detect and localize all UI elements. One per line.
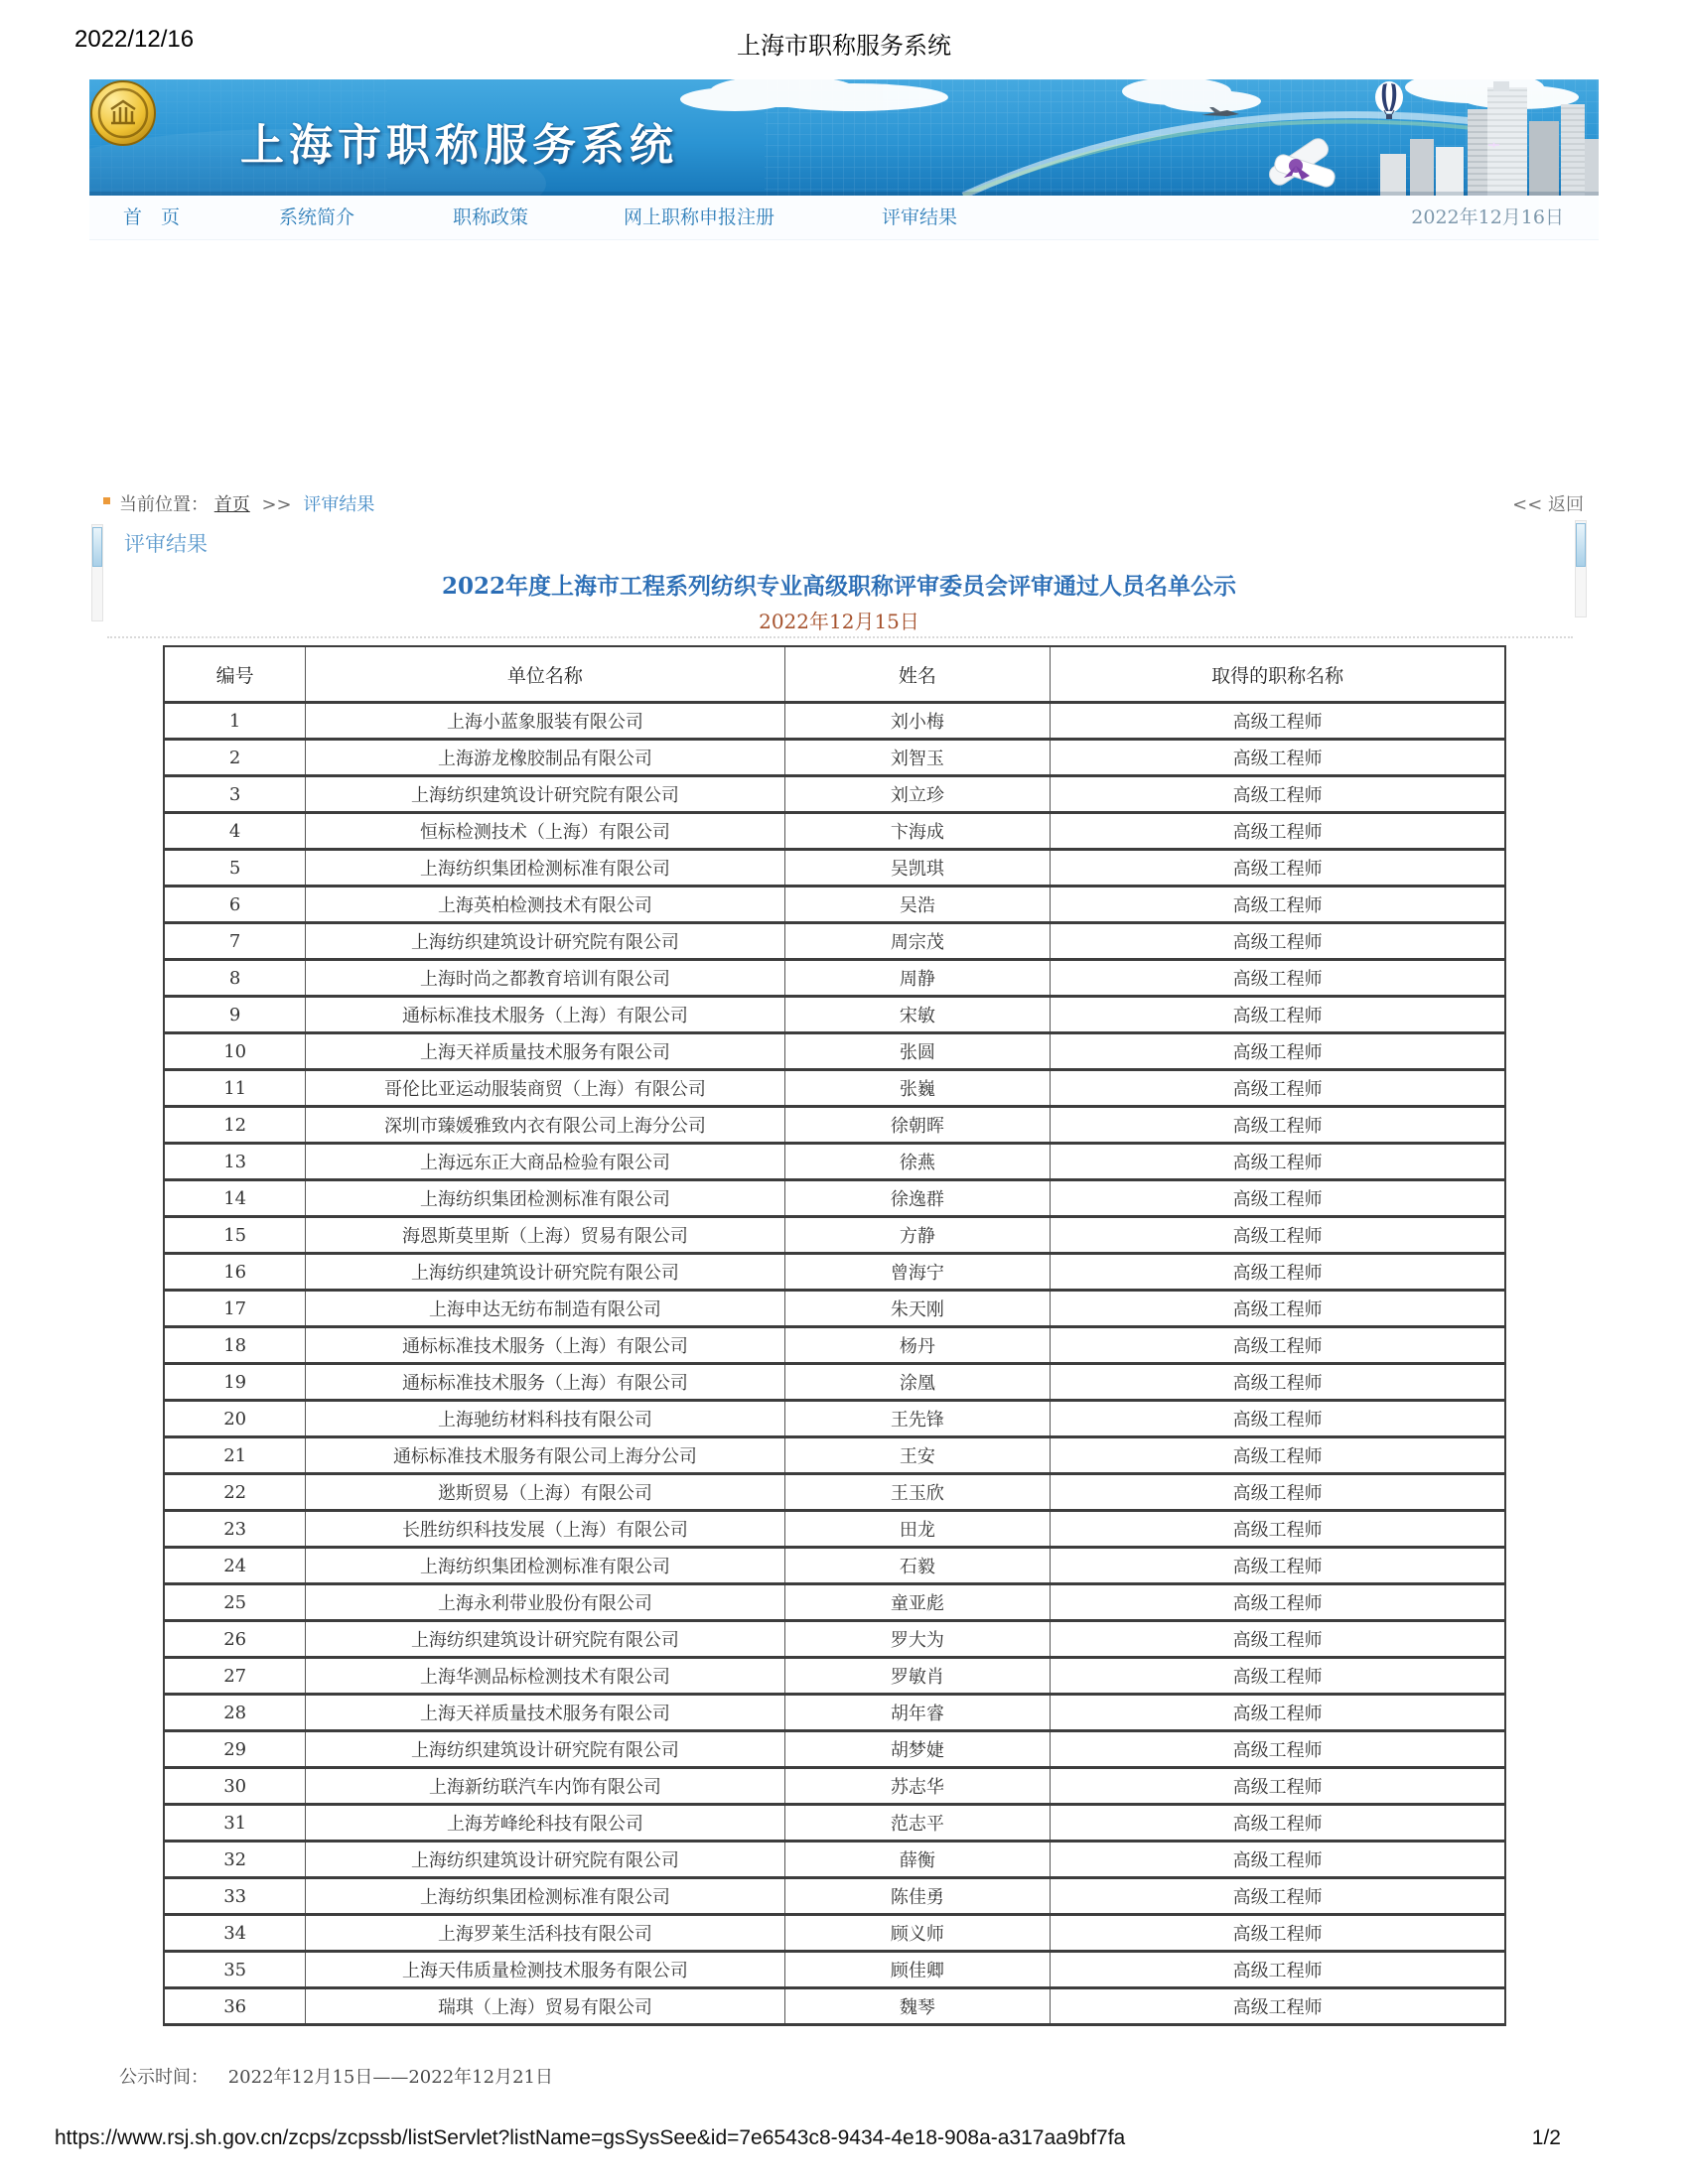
table-cell: 高级工程师 xyxy=(1051,1033,1505,1070)
table-cell: 高级工程师 xyxy=(1051,1291,1505,1327)
col-header-title: 取得的职称名称 xyxy=(1051,646,1505,703)
table-cell: 薛衡 xyxy=(784,1842,1051,1878)
table-cell: 11 xyxy=(164,1070,306,1107)
table-cell: 上海远东正大商品检验有限公司 xyxy=(306,1144,784,1180)
dotted-divider xyxy=(107,636,1573,638)
table-row xyxy=(164,776,1505,813)
table-cell: 26 xyxy=(164,1621,306,1658)
table-cell: 通标标准技术服务（上海）有限公司 xyxy=(306,1327,784,1364)
table-row xyxy=(164,1144,1505,1180)
table-cell: 朱天刚 xyxy=(784,1291,1051,1327)
table-cell: 上海天祥质量技术服务有限公司 xyxy=(306,1033,784,1070)
table-cell: 高级工程师 xyxy=(1051,1437,1505,1474)
table-cell: 29 xyxy=(164,1731,306,1768)
announcement-date: 2022年12月15日 xyxy=(759,610,919,633)
table-cell: 长胜纺织科技发展（上海）有限公司 xyxy=(306,1511,784,1548)
table-cell: 童亚彪 xyxy=(784,1584,1051,1621)
table-cell: 20 xyxy=(164,1401,306,1437)
table-cell: 罗大为 xyxy=(784,1621,1051,1658)
table-row xyxy=(164,1731,1505,1768)
table-cell: 张圆 xyxy=(784,1033,1051,1070)
table-cell: 上海纺织建筑设计研究院有限公司 xyxy=(306,1254,784,1291)
announcement-title: 2022年度上海市工程系列纺织专业高级职称评审委员会评审通过人员名单公示 xyxy=(441,573,1236,600)
table-cell: 刘智玉 xyxy=(784,740,1051,776)
table-row xyxy=(164,1364,1505,1401)
table-cell: 高级工程师 xyxy=(1051,776,1505,813)
table-cell: 3 xyxy=(164,776,306,813)
table-cell: 高级工程师 xyxy=(1051,1695,1505,1731)
nav-item-results[interactable]: 评审结果 xyxy=(882,206,958,228)
table-cell: 海恩斯莫里斯（上海）贸易有限公司 xyxy=(306,1217,784,1254)
table-row xyxy=(164,1878,1505,1915)
print-header-title: 上海市职称服务系统 xyxy=(737,33,951,60)
table-cell: 32 xyxy=(164,1842,306,1878)
table-row xyxy=(164,1401,1505,1437)
breadcrumb-label: 当前位置： xyxy=(119,494,209,515)
table-cell: 王玉欣 xyxy=(784,1474,1051,1511)
table-cell: 周静 xyxy=(784,960,1051,997)
table-cell: 上海华测品标检测技术有限公司 xyxy=(306,1658,784,1695)
table-row xyxy=(164,1621,1505,1658)
table-cell: 高级工程师 xyxy=(1051,740,1505,776)
table-cell: 上海纺织集团检测标准有限公司 xyxy=(306,1180,784,1217)
table-cell: 逖斯贸易（上海）有限公司 xyxy=(306,1474,784,1511)
table-cell: 27 xyxy=(164,1658,306,1695)
table-cell: 14 xyxy=(164,1180,306,1217)
site-banner xyxy=(89,79,1599,196)
table-cell: 高级工程师 xyxy=(1051,1144,1505,1180)
table-cell: 高级工程师 xyxy=(1051,1584,1505,1621)
table-cell: 上海驰纺材料科技有限公司 xyxy=(306,1401,784,1437)
table-cell: 吴凯琪 xyxy=(784,850,1051,887)
table-cell: 深圳市臻媛雅致内衣有限公司上海分公司 xyxy=(306,1107,784,1144)
table-cell: 顾佳卿 xyxy=(784,1952,1051,1988)
table-row xyxy=(164,850,1505,887)
table-cell: 魏琴 xyxy=(784,1988,1051,2025)
table-row xyxy=(164,703,1505,740)
right-scrollbar-thumb[interactable] xyxy=(1576,523,1586,567)
publicity-value: 2022年12月15日——2022年12月21日 xyxy=(227,2067,553,2088)
nav-item-apply[interactable]: 网上职称申报注册 xyxy=(624,206,775,228)
table-row xyxy=(164,1437,1505,1474)
table-row xyxy=(164,1768,1505,1805)
table-cell: 上海芳峰纶科技有限公司 xyxy=(306,1805,784,1842)
table-cell: 7 xyxy=(164,923,306,960)
table-cell: 通标标准技术服务有限公司上海分公司 xyxy=(306,1437,784,1474)
right-scrollbar[interactable] xyxy=(1575,520,1587,617)
table-cell: 上海纺织集团检测标准有限公司 xyxy=(306,1548,784,1584)
table-cell: 高级工程师 xyxy=(1051,887,1505,923)
table-cell: 曾海宁 xyxy=(784,1254,1051,1291)
table-cell: 上海天伟质量检测技术服务有限公司 xyxy=(306,1952,784,1988)
table-cell: 36 xyxy=(164,1988,306,2025)
table-row xyxy=(164,997,1505,1033)
results-table xyxy=(163,645,1506,2026)
table-row xyxy=(164,960,1505,997)
table-cell: 上海纺织集团检测标准有限公司 xyxy=(306,850,784,887)
nav-date: 2022年12月16日 xyxy=(1411,206,1564,228)
table-cell: 2 xyxy=(164,740,306,776)
table-cell: 哥伦比亚运动服装商贸（上海）有限公司 xyxy=(306,1070,784,1107)
table-cell: 16 xyxy=(164,1254,306,1291)
table-cell: 高级工程师 xyxy=(1051,1805,1505,1842)
table-cell: 6 xyxy=(164,887,306,923)
table-cell: 高级工程师 xyxy=(1051,1217,1505,1254)
table-cell: 石毅 xyxy=(784,1548,1051,1584)
banner-site-title: 上海市职称服务系统 xyxy=(240,120,678,171)
table-cell: 33 xyxy=(164,1878,306,1915)
table-cell: 吴浩 xyxy=(784,887,1051,923)
table-cell: 高级工程师 xyxy=(1051,1401,1505,1437)
table-cell: 瑞琪（上海）贸易有限公司 xyxy=(306,1988,784,2025)
table-header-row xyxy=(164,646,1505,703)
table-cell: 30 xyxy=(164,1768,306,1805)
table-cell: 高级工程师 xyxy=(1051,1988,1505,2025)
table-cell: 高级工程师 xyxy=(1051,1842,1505,1878)
table-cell: 12 xyxy=(164,1107,306,1144)
table-cell: 上海英柏检测技术有限公司 xyxy=(306,887,784,923)
table-row xyxy=(164,887,1505,923)
table-cell: 19 xyxy=(164,1364,306,1401)
table-cell: 宋敏 xyxy=(784,997,1051,1033)
panel-header: 评审结果 xyxy=(124,532,208,556)
nav xyxy=(89,196,1599,240)
table-cell: 上海罗莱生活科技有限公司 xyxy=(306,1915,784,1952)
table-row xyxy=(164,923,1505,960)
table-row xyxy=(164,1658,1505,1695)
table-cell: 张巍 xyxy=(784,1070,1051,1107)
table-cell: 高级工程师 xyxy=(1051,813,1505,850)
table-row xyxy=(164,1988,1505,2025)
table-cell: 陈佳勇 xyxy=(784,1878,1051,1915)
table-cell: 高级工程师 xyxy=(1051,1511,1505,1548)
table-row xyxy=(164,1805,1505,1842)
table-cell: 刘立珍 xyxy=(784,776,1051,813)
breadcrumb xyxy=(89,488,1599,518)
col-header-company: 单位名称 xyxy=(306,646,784,703)
table-row xyxy=(164,1217,1505,1254)
table-cell: 上海纺织集团检测标准有限公司 xyxy=(306,1878,784,1915)
nav-item-about[interactable]: 系统简介 xyxy=(279,206,355,228)
table-cell: 上海纺织建筑设计研究院有限公司 xyxy=(306,1621,784,1658)
table-row xyxy=(164,1327,1505,1364)
table-cell: 高级工程师 xyxy=(1051,1731,1505,1768)
table-row xyxy=(164,1915,1505,1952)
breadcrumb-bullet-icon xyxy=(103,497,110,504)
table-cell: 上海游龙橡胶制品有限公司 xyxy=(306,740,784,776)
table-cell: 涂凰 xyxy=(784,1364,1051,1401)
table-cell: 高级工程师 xyxy=(1051,960,1505,997)
table-cell: 10 xyxy=(164,1033,306,1070)
table-cell: 17 xyxy=(164,1291,306,1327)
table-cell: 35 xyxy=(164,1952,306,1988)
table-cell: 1 xyxy=(164,703,306,740)
nav-item-home[interactable]: 首 页 xyxy=(123,206,181,228)
print-header-date: 2022/12/16 xyxy=(74,26,195,53)
table-row xyxy=(164,1548,1505,1584)
table-cell: 上海纺织建筑设计研究院有限公司 xyxy=(306,1842,784,1878)
table-cell: 15 xyxy=(164,1217,306,1254)
table-cell: 顾义师 xyxy=(784,1915,1051,1952)
table-cell: 上海纺织建筑设计研究院有限公司 xyxy=(306,1731,784,1768)
table-cell: 上海申达无纺布制造有限公司 xyxy=(306,1291,784,1327)
print-footer-url: https://www.rsj.sh.gov.cn/zcps/zcpssb/listServlet?listName=gsSysSee&id=7e6543c8-9434-4e18-908a-a317aa9bf7fa xyxy=(55,2126,1126,2149)
table-cell: 高级工程师 xyxy=(1051,1107,1505,1144)
table-cell: 4 xyxy=(164,813,306,850)
table-cell: 王先锋 xyxy=(784,1401,1051,1437)
table-cell: 徐燕 xyxy=(784,1144,1051,1180)
table-cell: 9 xyxy=(164,997,306,1033)
table-cell: 胡梦婕 xyxy=(784,1731,1051,1768)
table-cell: 苏志华 xyxy=(784,1768,1051,1805)
table-cell: 上海时尚之都教育培训有限公司 xyxy=(306,960,784,997)
table-cell: 上海天祥质量技术服务有限公司 xyxy=(306,1695,784,1731)
table-row xyxy=(164,813,1505,850)
col-header-name: 姓名 xyxy=(784,646,1051,703)
table-cell: 方静 xyxy=(784,1217,1051,1254)
table-row xyxy=(164,1474,1505,1511)
table-cell: 罗敏肖 xyxy=(784,1658,1051,1695)
table-cell: 23 xyxy=(164,1511,306,1548)
table-cell: 5 xyxy=(164,850,306,887)
table-cell: 24 xyxy=(164,1548,306,1584)
table-cell: 21 xyxy=(164,1437,306,1474)
table-row xyxy=(164,1511,1505,1548)
site-logo-icon xyxy=(89,79,157,147)
table-row xyxy=(164,1291,1505,1327)
table-cell: 胡年睿 xyxy=(784,1695,1051,1731)
table-row xyxy=(164,740,1505,776)
table-cell: 上海纺织建筑设计研究院有限公司 xyxy=(306,776,784,813)
breadcrumb-separator: >> xyxy=(261,494,292,515)
breadcrumb-home-link[interactable]: 首页 xyxy=(213,494,250,515)
table-row xyxy=(164,1180,1505,1217)
table-cell: 高级工程师 xyxy=(1051,1474,1505,1511)
publicity-label: 公示时间： xyxy=(119,2067,209,2088)
table-row xyxy=(164,1584,1505,1621)
table-row xyxy=(164,1107,1505,1144)
table-cell: 22 xyxy=(164,1474,306,1511)
table-cell: 高级工程师 xyxy=(1051,1364,1505,1401)
table-cell: 上海纺织建筑设计研究院有限公司 xyxy=(306,923,784,960)
table-row xyxy=(164,1033,1505,1070)
table-cell: 徐朝晖 xyxy=(784,1107,1051,1144)
table-cell: 8 xyxy=(164,960,306,997)
nav-item-policy[interactable]: 职称政策 xyxy=(453,206,529,228)
table-cell: 高级工程师 xyxy=(1051,1621,1505,1658)
table-cell: 通标标准技术服务（上海）有限公司 xyxy=(306,1364,784,1401)
results-table-body xyxy=(164,703,1505,2025)
table-cell: 34 xyxy=(164,1915,306,1952)
table-cell: 杨丹 xyxy=(784,1327,1051,1364)
table-cell: 高级工程师 xyxy=(1051,1915,1505,1952)
table-cell: 周宗茂 xyxy=(784,923,1051,960)
breadcrumb-current-link[interactable]: 评审结果 xyxy=(303,494,375,515)
table-cell: 高级工程师 xyxy=(1051,923,1505,960)
table-cell: 高级工程师 xyxy=(1051,997,1505,1033)
table-cell: 上海永利带业股份有限公司 xyxy=(306,1584,784,1621)
table-cell: 高级工程师 xyxy=(1051,1768,1505,1805)
table-row xyxy=(164,1254,1505,1291)
table-row xyxy=(164,1695,1505,1731)
table-cell: 田龙 xyxy=(784,1511,1051,1548)
table-cell: 31 xyxy=(164,1805,306,1842)
table-cell: 高级工程师 xyxy=(1051,1180,1505,1217)
table-cell: 通标标准技术服务（上海）有限公司 xyxy=(306,997,784,1033)
table-cell: 高级工程师 xyxy=(1051,850,1505,887)
table-row xyxy=(164,1952,1505,1988)
table-cell: 高级工程师 xyxy=(1051,1548,1505,1584)
table-row xyxy=(164,1842,1505,1878)
table-cell: 高级工程师 xyxy=(1051,1952,1505,1988)
table-cell: 高级工程师 xyxy=(1051,1070,1505,1107)
print-footer-page: 1/2 xyxy=(1531,2126,1561,2149)
table-cell: 高级工程师 xyxy=(1051,1658,1505,1695)
table-cell: 13 xyxy=(164,1144,306,1180)
table-cell: 恒标检测技术（上海）有限公司 xyxy=(306,813,784,850)
table-cell: 高级工程师 xyxy=(1051,1327,1505,1364)
table-cell: 高级工程师 xyxy=(1051,703,1505,740)
table-cell: 范志平 xyxy=(784,1805,1051,1842)
table-cell: 上海新纺联汽车内饰有限公司 xyxy=(306,1768,784,1805)
col-header-number: 编号 xyxy=(164,646,306,703)
table-cell: 28 xyxy=(164,1695,306,1731)
table-cell: 卞海成 xyxy=(784,813,1051,850)
table-cell: 上海小蓝象服装有限公司 xyxy=(306,703,784,740)
publicity-period xyxy=(119,2063,553,2089)
table-cell: 25 xyxy=(164,1584,306,1621)
table-cell: 王安 xyxy=(784,1437,1051,1474)
table-cell: 高级工程师 xyxy=(1051,1878,1505,1915)
table-cell: 高级工程师 xyxy=(1051,1254,1505,1291)
left-scrollbar-thumb[interactable] xyxy=(92,527,102,567)
table-cell: 刘小梅 xyxy=(784,703,1051,740)
table-row xyxy=(164,1070,1505,1107)
back-link[interactable]: << 返回 xyxy=(1512,494,1584,515)
table-cell: 18 xyxy=(164,1327,306,1364)
table-cell: 徐逸群 xyxy=(784,1180,1051,1217)
